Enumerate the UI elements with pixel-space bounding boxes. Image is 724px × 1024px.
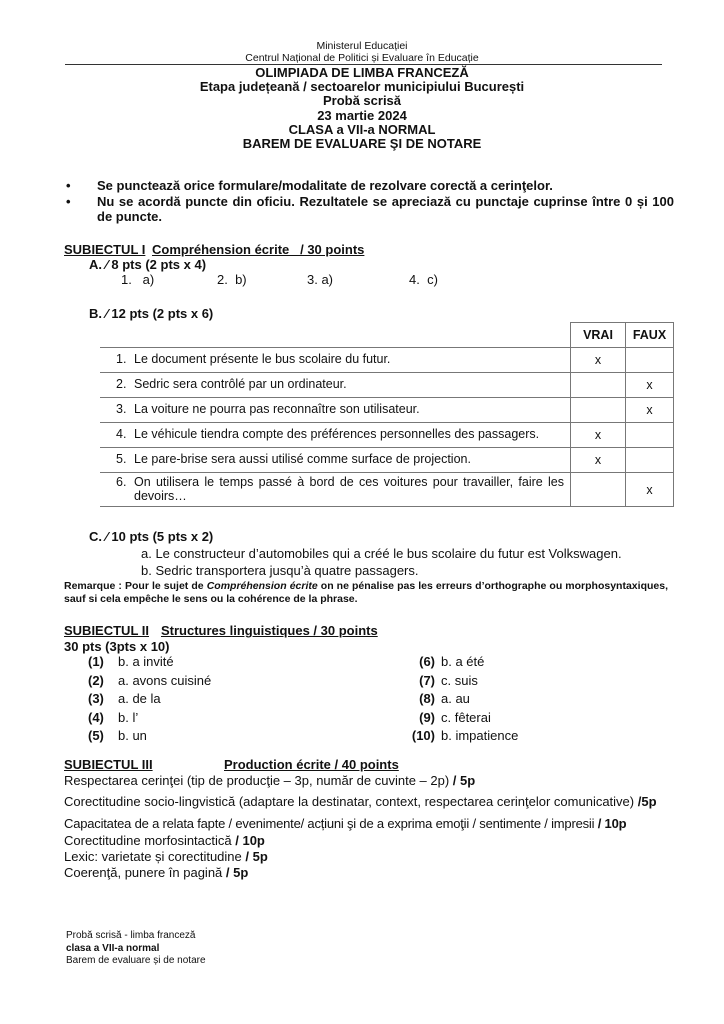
- instruction-text: Nu se acordă puncte din oficiu. Rezultatele se apreciază cu punctaje cuprinse între 0 și 100 de puncte.: [97, 193, 674, 224]
- answer-number: (7): [419, 672, 435, 688]
- criterion-item: [64, 865, 674, 881]
- table-header-blank: [100, 323, 571, 348]
- answer-number: (6): [419, 654, 435, 669]
- answer-text: b. impatience: [441, 728, 519, 743]
- statement-number: 5.: [116, 452, 127, 467]
- instruction-item: [64, 194, 674, 225]
- part-c-heading: C. ⁄ 10 pts (5 pts x 2): [89, 529, 214, 544]
- criterion-text: Corectitudine morfosintactică: [64, 833, 236, 848]
- answer-number: (9): [419, 709, 435, 725]
- footer-line-doc: Barem de evaluare și de notare: [66, 955, 206, 966]
- answer-text: c. suis: [441, 672, 478, 688]
- part-a-answer: 2. b): [217, 272, 247, 287]
- vrai-mark: [571, 398, 626, 423]
- bullet-icon: •: [66, 193, 71, 209]
- table-row: [100, 348, 674, 373]
- table-row: [100, 398, 674, 423]
- subject2-points: 30 pts (3pts x 10): [64, 639, 170, 654]
- faux-mark: [626, 448, 674, 473]
- answer-number: (8): [419, 691, 435, 706]
- answer-text: b. a invité: [118, 654, 174, 669]
- table-row: [100, 473, 674, 507]
- ministry-name: Ministerul Educației: [316, 40, 408, 52]
- criterion-points: / 5p: [245, 849, 268, 864]
- criterion-points: / 5p: [452, 773, 476, 788]
- faux-mark: x: [626, 398, 674, 423]
- olympiad-title: OLIMPIADA DE LIMBA FRANCEZĂ: [255, 65, 469, 80]
- criterion-text: Corectitudine socio-lingvistică (adaptare la destinatar, context, respectarea cerinţelor comunicative): [64, 794, 638, 809]
- table-row: [100, 423, 674, 448]
- table-header-row: [100, 323, 674, 348]
- vrai-mark: [571, 373, 626, 398]
- remark-suffix: on ne pénalise pas les erreurs d’orthographe ou morphosyntaxiques, sauf si cela empêche le sens ou la cohérence de la phrase.: [64, 580, 668, 605]
- criterion-points: / 5p: [225, 865, 249, 880]
- remark-note: [64, 580, 668, 606]
- answer-item: [88, 672, 211, 691]
- criterion-item: [64, 772, 674, 790]
- answer-item: [411, 672, 518, 691]
- statement-text: La voiture ne pourra pas reconnaître son utilisateur.: [134, 402, 420, 417]
- criterion-points: / 10p: [597, 816, 627, 831]
- faux-mark: x: [626, 473, 674, 507]
- part-a-answer: 3. a): [307, 272, 334, 287]
- vrai-mark: x: [571, 448, 626, 473]
- answer-item: [411, 690, 518, 709]
- subject2-title: Structures linguistiques / 30 points: [161, 623, 378, 638]
- criterion-item: [64, 833, 674, 849]
- answer-text: b. un: [118, 728, 147, 743]
- criterion-text: Lexic: varietate și corectitudine: [64, 849, 246, 864]
- answer-number: (2): [88, 672, 104, 688]
- answer-number: (4): [88, 709, 104, 725]
- column-header-vrai: VRAI: [571, 323, 626, 348]
- answer-item: [88, 653, 211, 672]
- subject1-title: Compréhension écrite / 30 points: [152, 242, 365, 257]
- exam-date: 23 martie 2024: [317, 107, 407, 123]
- statement-number: 1.: [116, 352, 127, 367]
- part-c-answer-b: b. Sedric transportera jusqu’à quatre passagers.: [141, 563, 419, 578]
- part-a-heading: A. ⁄ 8 pts (2 pts x 4): [89, 257, 207, 272]
- answer-text: a. au: [441, 691, 470, 706]
- statement-number: 2.: [116, 377, 127, 392]
- answer-text: b. l’: [118, 709, 139, 725]
- statement-text: On utilisera le temps passé à bord de ces voitures pour travailler, faire les devoirs…: [134, 475, 564, 503]
- answers-left-column: [88, 653, 211, 746]
- statement-number: 6.: [116, 475, 127, 489]
- answer-text: c. fêterai: [441, 709, 491, 725]
- general-instructions: [64, 178, 674, 225]
- vrai-mark: [571, 473, 626, 507]
- criterion-item: [64, 815, 674, 833]
- answer-item: [88, 690, 211, 709]
- footer-line-class: clasa a VII-a normal: [66, 942, 160, 954]
- statement-number: 3.: [116, 402, 127, 417]
- answer-text: a. de la: [118, 691, 161, 706]
- statement-text: Le document présente le bus scolaire du futur.: [134, 352, 391, 367]
- answer-number: (3): [88, 691, 104, 706]
- bullet-icon: •: [66, 178, 71, 193]
- criterion-text: Respectarea cerinţei (tip de producţie – 3p, număr de cuvinte – 2p): [64, 773, 453, 788]
- faux-mark: [626, 348, 674, 373]
- stage-title: Etapa județeană / sectoarelor municipiului București: [199, 79, 525, 95]
- statement-text: Sedric sera contrôlé par un ordinateur.: [134, 377, 347, 392]
- criterion-text: Coerenţă, punere în pagină: [64, 865, 226, 880]
- answer-item: [411, 709, 518, 728]
- instruction-item: [64, 178, 674, 194]
- answer-item: [411, 727, 518, 746]
- criterion-text: Capacitatea de a relata fapte / evenimente/ acțiuni şi de a exprima emoţii / sentimente / impresii: [64, 816, 598, 831]
- true-false-table: [100, 322, 674, 507]
- answer-text: b. a été: [441, 654, 485, 669]
- instruction-text: Se punctează orice formulare/modalitate de rezolvare corectă a cerinţelor.: [97, 178, 553, 193]
- page-footer: [66, 930, 206, 968]
- part-b-heading: B. ⁄ 12 pts (2 pts x 6): [89, 306, 214, 321]
- exam-type: Probă scrisă: [322, 93, 402, 109]
- statement-number: 4.: [116, 427, 127, 442]
- criterion-points: / 10p: [235, 833, 265, 848]
- criterion-item: [64, 793, 674, 811]
- statement-text: Le véhicule tiendra compte des préférences personnelles des passagers.: [134, 427, 540, 442]
- answer-text: a. avons cuisiné: [118, 672, 212, 688]
- criterion-points: /5p: [637, 794, 657, 809]
- faux-mark: x: [626, 373, 674, 398]
- subject1-label: SUBIECTUL I: [64, 242, 146, 257]
- subject2-label: SUBIECTUL II: [64, 623, 149, 638]
- answer-item: [411, 653, 518, 672]
- production-criteria: [64, 772, 674, 881]
- table-row: [100, 373, 674, 398]
- center-name: Centrul Național de Politici și Evaluare în Educație: [245, 52, 479, 64]
- column-header-faux: FAUX: [626, 323, 674, 348]
- class-level: CLASA a VII-a NORMAL: [288, 121, 436, 137]
- subject3-label: SUBIECTUL III: [64, 757, 153, 772]
- subject3-title: Production écrite / 40 points: [224, 757, 399, 772]
- answer-item: [88, 709, 211, 728]
- part-a-answer: 1. a): [121, 272, 155, 287]
- vrai-mark: x: [571, 348, 626, 373]
- answers-right-column: [411, 653, 518, 746]
- vrai-mark: x: [571, 423, 626, 448]
- document-title-block: [0, 66, 724, 151]
- answer-number: (10): [411, 728, 435, 743]
- answer-item: [88, 727, 211, 746]
- criterion-item: [64, 849, 674, 865]
- answer-number: (5): [88, 728, 104, 743]
- statement-text: Le pare-brise sera aussi utilisé comme surface de projection.: [134, 452, 471, 467]
- remark-italic: Compréhension écrite: [206, 580, 318, 592]
- part-a-answer: 4. c): [409, 272, 438, 287]
- part-c-answer-a: a. Le constructeur d’automobiles qui a créé le bus scolaire du futur est Volkswagen.: [141, 546, 622, 561]
- table-row: [100, 448, 674, 473]
- faux-mark: [626, 423, 674, 448]
- footer-line-exam: Probă scrisă - limba franceză: [66, 930, 196, 941]
- document-heading: BAREM DE EVALUARE ŞI DE NOTARE: [242, 136, 482, 152]
- remark-prefix: Remarque : Pour le sujet de: [64, 580, 207, 592]
- answer-number: (1): [88, 654, 104, 669]
